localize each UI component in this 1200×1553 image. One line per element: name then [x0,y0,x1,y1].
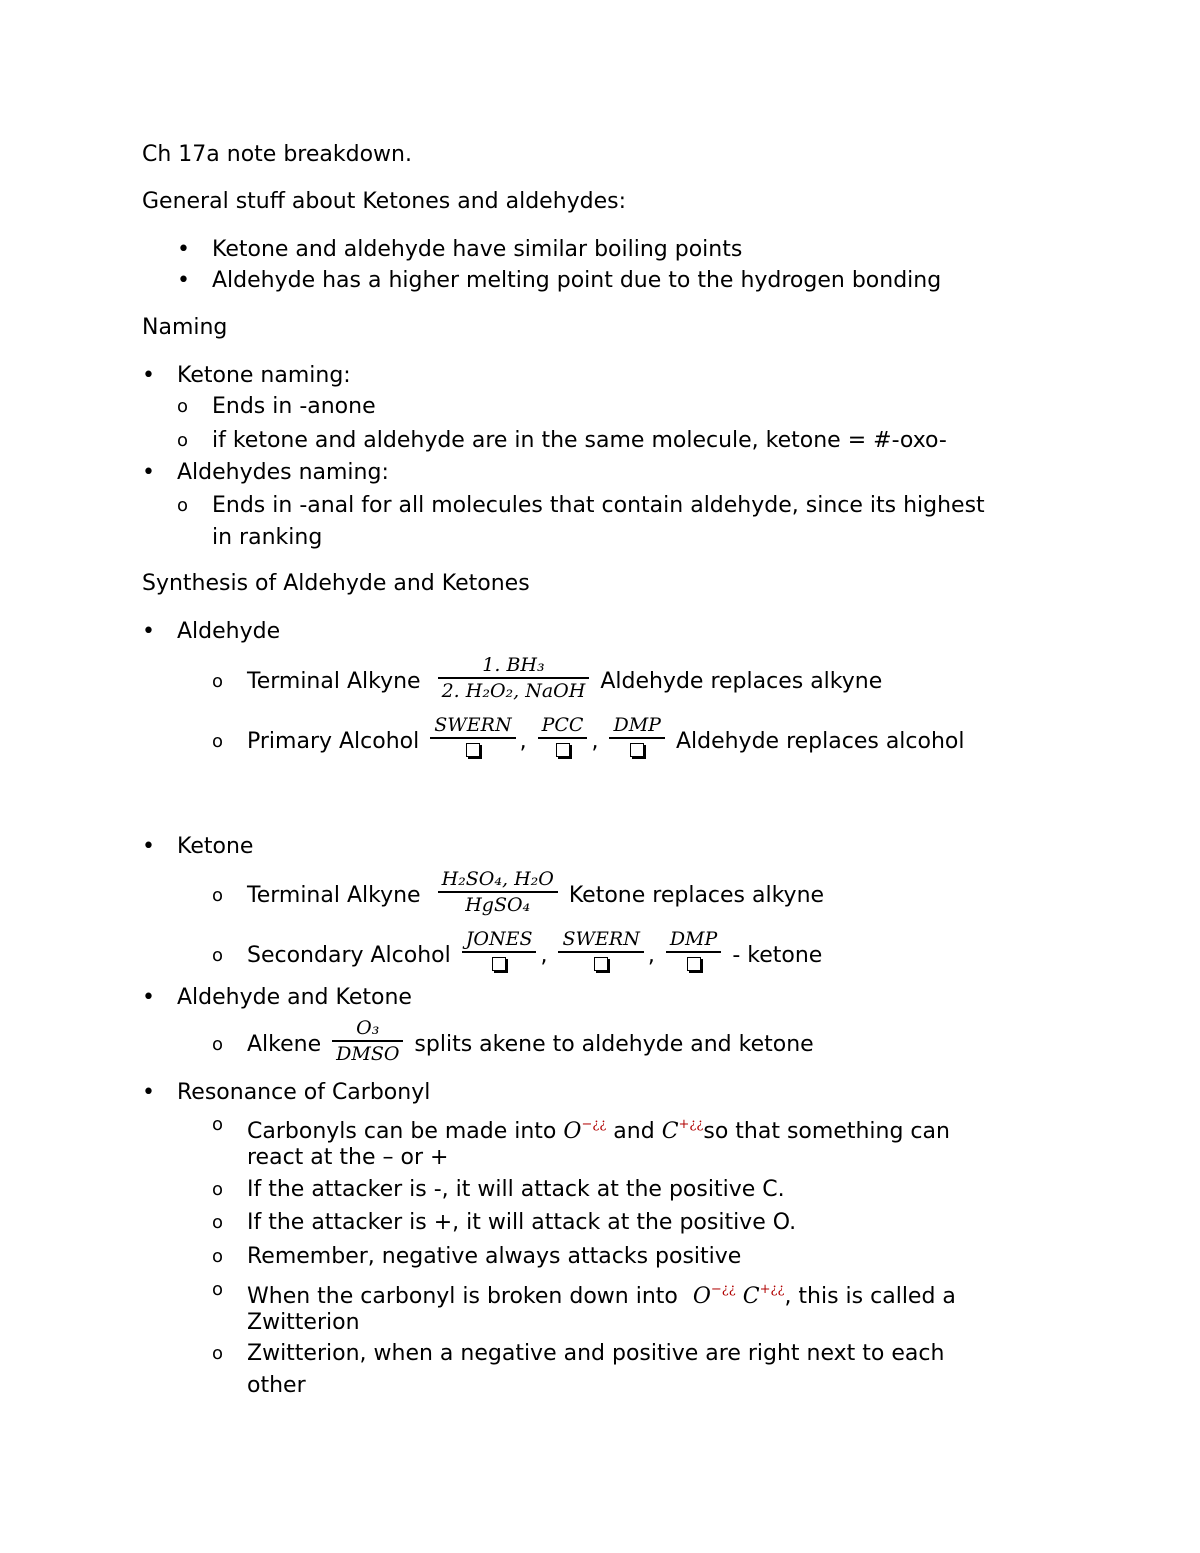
general-heading: General stuff about Ketones and aldehydes: [142,189,627,214]
list-item: • Ketone [177,832,253,862]
reaction-result: splits akene to aldehyde and ketone [414,1032,814,1057]
reagent-top: JONES [462,927,537,953]
list-item: o if ketone and aldehyde are in the same molecule, ketone = #-oxo- [212,426,947,456]
list-item: o Remember, negative always attacks positive [247,1242,741,1272]
reagent-fraction [438,867,558,917]
separator: , [591,729,599,754]
separator: , [540,943,548,968]
o-minus-symbol: O−¿¿ [563,1117,607,1144]
reactant-label: Terminal Alkyne [247,669,421,694]
list-item-continuation: Zwitterion [247,1310,360,1335]
separator: , [519,729,527,754]
list-item: o Zwitterion, when a negative and positive are right next to each [247,1339,944,1369]
placeholder-box-icon [687,957,701,971]
o-minus-symbol: O−¿¿ [692,1282,736,1309]
reagent-fraction [438,653,590,703]
reaction-secondary-alcohol [247,926,822,986]
reagent-top: PCC [538,713,588,739]
reagent-bottom: HgSO₄ [465,894,531,916]
placeholder-box-icon [630,743,644,757]
reagent-top: O₃ [332,1016,403,1042]
reagent-top: DMP [609,713,664,739]
list-item: • Aldehyde and Ketone [177,983,412,1013]
reactant-label: Alkene [247,1032,322,1057]
list-item: • Aldehyde has a higher melting point due to the hydrogen bonding [212,266,941,296]
reactant-label: Secondary Alcohol [247,943,451,968]
reagent-fraction [430,713,515,763]
reaction-result: Ketone replaces alkyne [568,883,825,908]
list-item: • Aldehyde [177,617,280,647]
reagent-top: SWERN [558,927,643,953]
reagent-bottom: DMSO [336,1043,400,1065]
reagent-bottom: 2. H₂O₂, NaOH [441,680,586,702]
c-plus-symbol: C+¿¿ [742,1282,785,1309]
list-item: • Ketone and aldehyde have similar boiling points [212,235,742,265]
list-item: o Ends in -anone [212,392,376,422]
reagent-fraction [558,927,643,977]
reagent-fraction [666,927,721,977]
reaction-terminal-alkyne-ketone [247,866,824,926]
reaction-terminal-alkyne-aldehyde [247,652,882,712]
doc-title: Ch 17a note breakdown. [142,142,412,167]
reaction-result: - ketone [732,943,823,968]
reaction-alkene [247,1015,814,1075]
reagent-fraction [609,713,664,763]
list-item: o Ends in -anal for all molecules that contain aldehyde, since its highest [212,491,985,521]
list-item: o If the attacker is -, it will attack at the positive C. [247,1175,785,1205]
reaction-result: Aldehyde replaces alcohol [675,729,965,754]
naming-heading: Naming [142,315,228,340]
reagent-top: H₂SO₄, H₂O [438,867,558,893]
list-item-continuation: in ranking [212,525,323,550]
c-plus-symbol: C+¿¿ [661,1117,704,1144]
reagent-top: SWERN [430,713,515,739]
reagent-fraction [462,927,537,977]
list-item: o Carbonyls can be made into O−¿¿ and C+¿¿so that something can [247,1110,950,1147]
placeholder-box-icon [594,957,608,971]
list-item: o If the attacker is +, it will attack at the positive O. [247,1208,796,1238]
list-item: • Ketone naming: [177,361,351,391]
reactant-label: Primary Alcohol [247,729,420,754]
reagent-fraction [332,1016,403,1066]
reagent-top: DMP [666,927,721,953]
reaction-result: Aldehyde replaces alkyne [600,669,883,694]
placeholder-box-icon [466,743,480,757]
reactant-label: Terminal Alkyne [247,883,421,908]
synthesis-heading: Synthesis of Aldehyde and Ketones [142,571,530,596]
list-item-continuation: react at the – or + [247,1145,449,1170]
list-item: o When the carbonyl is broken down into O−¿¿ C+¿¿, this is called a [247,1275,956,1312]
list-item: • Aldehydes naming: [177,458,389,488]
list-item-continuation: other [247,1373,306,1398]
list-item: • Resonance of Carbonyl [177,1078,430,1108]
placeholder-box-icon [492,957,506,971]
reaction-primary-alcohol [247,712,964,772]
separator: , [647,943,655,968]
placeholder-box-icon [556,743,570,757]
reagent-top: 1. BH₃ [438,653,590,679]
reagent-fraction [538,713,588,763]
